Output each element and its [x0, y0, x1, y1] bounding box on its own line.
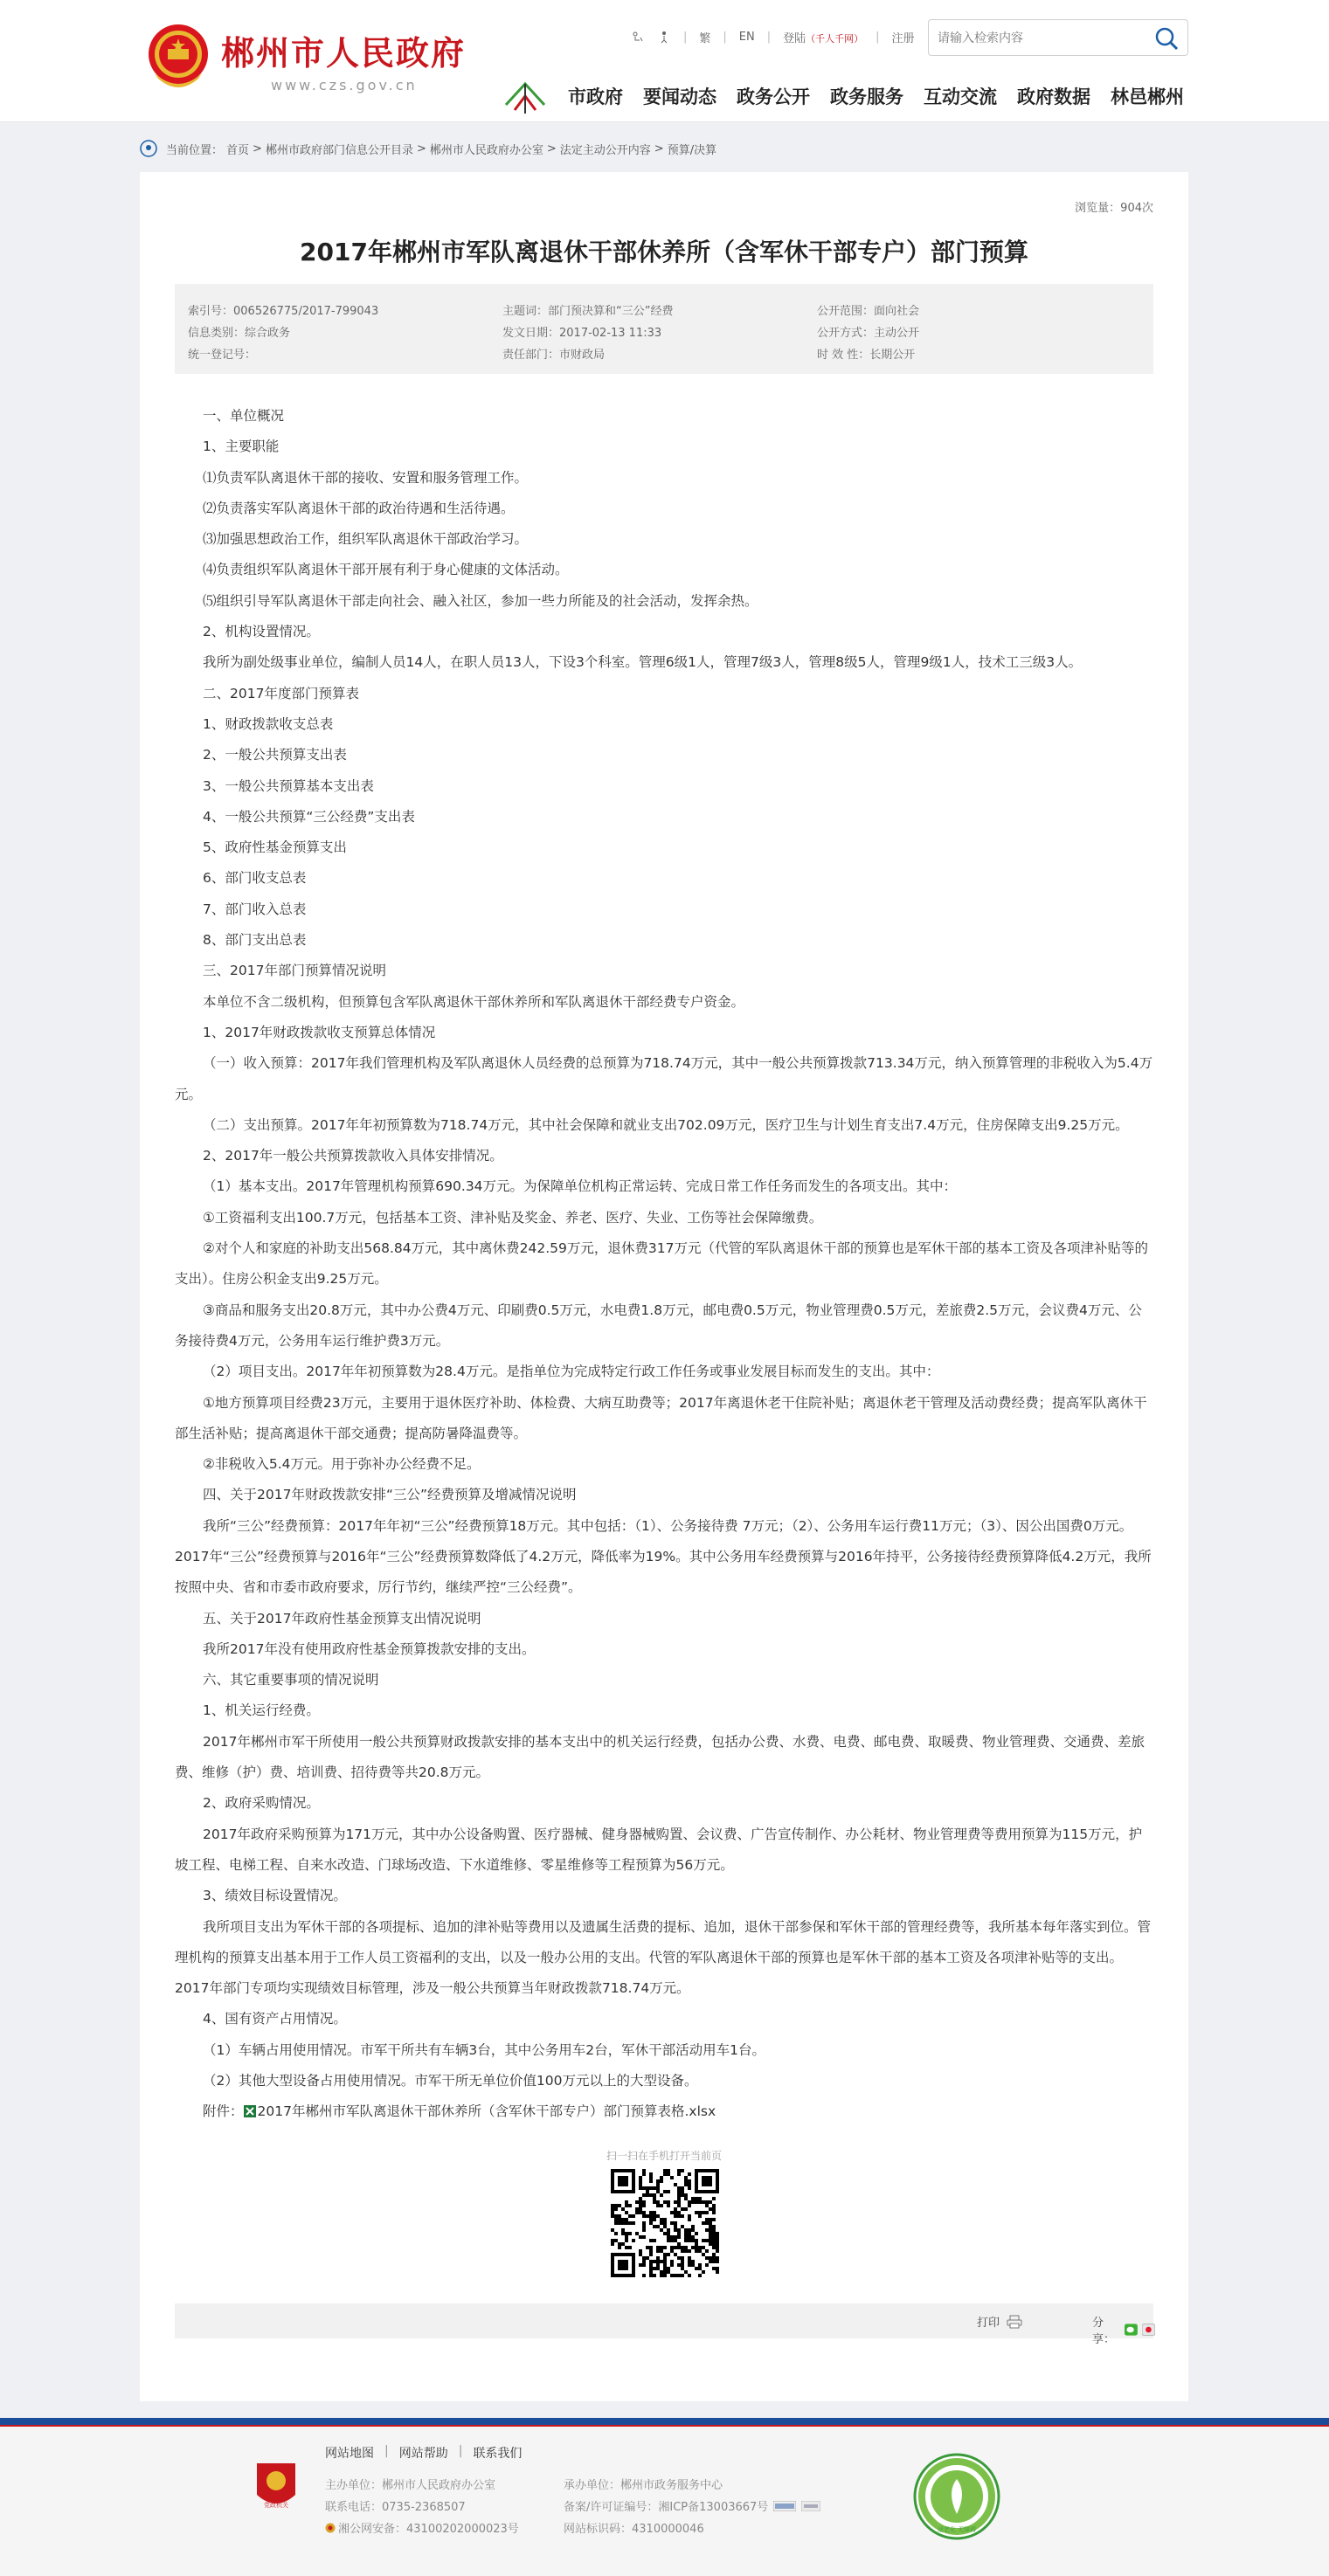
footer-link-contact[interactable]: 联系我们	[473, 2447, 523, 2461]
article-paragraph: 5、政府性基金预算支出	[203, 839, 347, 856]
police-badge-icon	[325, 2523, 336, 2533]
care-badge-label: 适老化 无障碍	[937, 2526, 977, 2533]
nav-item-city-government[interactable]: 市政府	[568, 86, 623, 107]
document-meta-table	[175, 284, 1153, 374]
qr-code-icon	[607, 2165, 723, 2281]
view-count: 浏览量：904次	[1075, 202, 1153, 215]
footer-icp-record[interactable]	[564, 2497, 820, 2514]
article-paragraph: 五、关于2017年政府性基金预算支出情况说明	[203, 1610, 481, 1626]
location-pin-icon	[140, 140, 157, 157]
article-paragraph: ②非税收入5.4万元。用于弥补办公经费不足。	[203, 1456, 481, 1473]
attachment-line	[175, 2096, 1153, 2127]
nav-item-linyi-chenzhou[interactable]: 林邑郴州	[1111, 86, 1184, 107]
printer-icon	[1007, 2315, 1022, 2329]
elderly-accessibility-badge-icon[interactable]	[913, 2453, 1000, 2540]
meta-dept: 责任部门：市财政局	[502, 349, 606, 362]
separator: |	[384, 2444, 389, 2458]
separator: |	[458, 2444, 463, 2458]
separator: |	[876, 31, 880, 44]
wechat-share-icon[interactable]	[1125, 2323, 1138, 2337]
breadcrumb-public-content[interactable]: 法定主动公开内容	[559, 143, 651, 157]
article-paragraph: 1、主要职能	[203, 439, 280, 455]
article-paragraph: 1、机关运行经费。	[203, 1702, 320, 1719]
article-paragraph: 三、2017年部门预算情况说明	[203, 963, 386, 979]
breadcrumb-separator: >	[253, 142, 262, 155]
breadcrumb-separator: >	[654, 142, 664, 155]
party-badge-label: 党政机关	[264, 2502, 288, 2509]
article-paragraph: ①地方预算项目经费23万元，主要用于退休医疗补助、体检费、大病互助费等；2017年离退休老干住院补贴；离退休老干管理及活动费经费；提高军队离休干部生活补贴；提高离退休干部交通费；提高防暑降温费等。	[175, 1394, 1147, 1441]
article-paragraph: 4、一般公共预算“三公经费”支出表	[203, 808, 415, 825]
article-paragraph: ⑵负责落实军队离退休干部的政治待遇和生活待遇。	[203, 500, 515, 516]
article-paragraph: ⑴负责军队离退休干部的接收、安置和服务管理工作。	[203, 469, 529, 486]
print-button[interactable]	[977, 2313, 1022, 2330]
article-card	[140, 172, 1188, 2401]
national-emblem-icon	[144, 21, 212, 93]
attachment-label: 附件：	[203, 2103, 244, 2120]
breadcrumb	[140, 135, 720, 162]
meta-index-no: 索引号：006526775/2017-799043	[188, 305, 379, 318]
article-paragraph: （一）收入预算：2017年我们管理机构及军队离退休人员经费的总预算为718.74万元，其中一般公共预算拨款713.34万元，纳入预算管理的非税收入为5.4万元。	[175, 1055, 1153, 1102]
weibo-share-icon[interactable]	[1142, 2323, 1155, 2337]
footer-site-code: 网站标识码：4310000046	[564, 2523, 704, 2536]
nav-item-services[interactable]: 政务服务	[830, 86, 903, 107]
article-paragraph: 一、单位概况	[203, 408, 285, 424]
register-link[interactable]: 注册	[891, 32, 915, 45]
article-paragraph: 六、其它重要事项的情况说明	[203, 1672, 379, 1689]
breadcrumb-separator: >	[546, 142, 557, 155]
article-paragraph: 3、一般公共预算基本支出表	[203, 777, 374, 794]
qr-caption: 扫一扫在手机打开当前页	[606, 2150, 722, 2162]
nav-item-interaction[interactable]: 互动交流	[924, 86, 997, 107]
article-paragraph: 我所“三公”经费预算：2017年年初“三公”经费预算18万元。其中包括：（1）、公务接待费 7万元；（2）、公务用车运行费11万元；（3）、因公出国费0万元。2017年“三公”经费预算与2016年“三公”经费预算数降低了4.2万元，降低率为19%。其中公务用车经费预算与2016年持平，公务接待经费预算降低4.2万元，我所按照中央、省和市委市政府要求，厉行节约，继续严控“三公经费”。	[175, 1517, 1152, 1596]
site-header	[0, 0, 1329, 122]
meta-validity: 时 效 性：长期公开	[817, 349, 916, 362]
traditional-chinese-link[interactable]: 繁	[699, 32, 711, 45]
excel-file-icon	[244, 2105, 256, 2117]
article-paragraph: 二、2017年度部门预算表	[203, 685, 359, 701]
accessibility-icon[interactable]	[657, 31, 671, 45]
article-paragraph: 6、部门收支总表	[203, 870, 307, 887]
meta-topic: 主题词：部门预决算和“三公”经费	[502, 305, 674, 318]
footer-undertaker: 承办单位：郴州市政务服务中心	[564, 2479, 723, 2492]
footer-bar-accent	[0, 2425, 1329, 2427]
separator: |	[683, 31, 688, 44]
footer-link-sitemap[interactable]: 网站地图	[325, 2447, 374, 2461]
article-paragraph: 2017年政府采购预算为171万元，其中办公设备购置、医疗器械、健身器械购置、会议费、广告宣传制作、办公耗材、物业管理费等费用预算为115万元，护坡工程、电梯工程、自来水改造、门球场改造、下水道维修、零星维修等工程预算为56万元。	[175, 1826, 1143, 1873]
breadcrumb-separator: >	[416, 142, 426, 155]
article-paragraph: 我所2017年没有使用政府性基金预算拨款安排的支出。	[203, 1640, 536, 1657]
article-paragraph: 3、绩效目标设置情况。	[203, 1888, 347, 1904]
article-paragraph: 2、政府采购情况。	[203, 1795, 320, 1812]
article-paragraph: ⑶加强思想政治工作，组织军队离退休干部政治学习。	[203, 531, 529, 548]
article-paragraph: ②对个人和家庭的补助支出568.84万元，其中离休费242.59万元，退休费317万元（代管的军队离退休干部的预算也是军休干部的基本工资及各项津补贴等的支出）。住房公积金支出9.25万元。	[175, 1240, 1148, 1288]
login-note: （千人千网）	[806, 33, 864, 45]
article-paragraph: 我所为副处级事业单位，编制人员14人，在职人员13人，下设3个科室。管理6级1人，管理7级3人，管理8级5人，管理9级1人，技术工三级3人。	[203, 654, 1083, 671]
article-paragraph: （2）其他大型设备占用使用情况。市军干所无单位价值100万元以上的大型设备。	[203, 2073, 698, 2089]
article-paragraph: 2、一般公共预算支出表	[203, 747, 347, 763]
barrier-free-icon[interactable]	[631, 31, 645, 45]
breadcrumb-label: 当前位置：	[166, 143, 224, 157]
separator: |	[766, 31, 772, 44]
meta-scope: 公开范围：面向社会	[817, 305, 920, 318]
nav-item-public-affairs[interactable]: 政务公开	[737, 86, 810, 107]
breadcrumb-home[interactable]: 首页	[226, 143, 250, 157]
article-paragraph: 1、2017年财政拨款收支预算总体情况	[203, 1024, 436, 1040]
party-government-badge-icon[interactable]	[253, 2460, 299, 2514]
article-paragraph: 2017年郴州市军干所使用一般公共预算财政拨款安排的基本支出中的机关运行经费，包括办公费、水费、电费、邮电费、取暖费、物业管理费、交通费、差旅费、维修（护）费、培训费、招待费等共20.8万元。	[175, 1733, 1145, 1781]
article-paragraph: 8、部门支出总表	[203, 932, 307, 949]
article-paragraph: ③商品和服务支出20.8万元，其中办公费4万元、印刷费0.5万元，水电费1.8万元，邮电费0.5万元，物业管理费0.5万元，差旅费2.5万元，会议费4万元、公务接待费4万元，公务用车运行维护费3万元。	[175, 1302, 1142, 1349]
meta-category: 信息类别：综合政务	[188, 327, 291, 340]
separator: |	[723, 31, 727, 44]
footer-police-text: 湘公网安备：43100202000023号	[338, 2523, 519, 2536]
article-body	[175, 401, 1153, 2128]
article-paragraph: 1、财政拨款收支总表	[203, 715, 334, 732]
main-nav	[568, 83, 1204, 109]
article-paragraph: 2、2017年一般公共预算拨款收入具体安排情况。	[203, 1148, 503, 1164]
site-title[interactable]: 郴州市人民政府	[221, 34, 467, 73]
meta-date: 发文日期：2017-02-13 11:33	[502, 327, 662, 340]
top-links	[631, 29, 915, 45]
site-footer	[0, 2418, 1329, 2576]
article-paragraph: ⑸组织引导军队离退休干部走向社会、融入社区，参加一些力所能及的社会活动，发挥余热。	[203, 592, 758, 609]
share-group	[1092, 2313, 1155, 2346]
nav-item-news[interactable]: 要闻动态	[643, 86, 716, 107]
article-paragraph: ⑷负责组织军队离退休干部开展有利于身心健康的文体活动。	[203, 562, 569, 578]
cnnic-icon	[773, 2501, 796, 2511]
article-paragraph: 本单位不含二级机构，但预算包含军队离退休干部休养所和军队离退休干部经费专户资金。	[203, 993, 745, 1010]
footer-bar	[0, 2418, 1329, 2425]
page-title: 2017年郴州市军队离退休干部休养所（含军休干部专户）部门预算	[300, 238, 1028, 266]
search-box	[928, 19, 1188, 56]
footer-police-record[interactable]	[325, 2519, 519, 2536]
meta-unified-code: 统一登记号：	[188, 349, 257, 362]
search-icon[interactable]	[1154, 26, 1179, 51]
article-paragraph: 4、国有资产占用情况。	[203, 2011, 347, 2027]
article-paragraph: 四、关于2017年财政拨款安排“三公”经费预算及增减情况说明	[203, 1487, 577, 1503]
footer-host: 主办单位：郴州市人民政府办公室	[325, 2479, 496, 2492]
article-paragraph: 7、部门收入总表	[203, 901, 307, 917]
nav-item-data[interactable]: 政府数据	[1017, 86, 1090, 107]
meta-method: 公开方式：主动公开	[817, 327, 920, 340]
article-paragraph: 我所项目支出为军休干部的各项提标、追加的津补贴等费用以及遗属生活费的提标、追加，退休干部参保和军休干部的管理经费等，我所基本每年落实到位。管理机构的预算支出基本用于工作人员工资福利的支出，以及一般办公用的支出。代管的军队离退休干部的预算也是军休干部的基本工资及各项津补贴等的支出。2017年部门专项均实现绩效目标管理，涉及一般公共预算当年财政拨款718.74万元。	[175, 1918, 1152, 1997]
share-label: 分享：	[1092, 2317, 1116, 2346]
footer-links	[325, 2444, 522, 2462]
footer-link-help[interactable]: 网站帮助	[398, 2447, 448, 2461]
footer-phone: 联系电话：0735-2368507	[325, 2501, 466, 2514]
login-label: 登陆	[783, 32, 806, 45]
article-paragraph: （2）项目支出。2017年年初预算数为28.4万元。是指单位为完成特定行政工作任务或事业发展目标而发生的支出。其中：	[203, 1364, 940, 1380]
article-paragraph: （1）基本支出。2017年管理机构预算690.34万元。为保障单位机构正常运转、完成日常工作任务而发生的各项支出。其中：	[203, 1178, 958, 1195]
nav-decoration-icon	[502, 79, 548, 115]
english-link[interactable]: EN	[738, 31, 755, 44]
login-link[interactable]	[783, 29, 863, 45]
trust-seal-icon	[801, 2501, 820, 2511]
breadcrumb-directory[interactable]: 郴州市政府部门信息公开目录	[265, 143, 413, 157]
breadcrumb-office[interactable]: 郴州市人民政府办公室	[429, 143, 543, 157]
print-label: 打印	[977, 2317, 1000, 2330]
article-paragraph: 2、机构设置情况。	[203, 624, 320, 640]
attachment-link[interactable]: 2017年郴州市军队离退休干部休养所（含军休干部专户）部门预算表格.xlsx	[257, 2103, 716, 2120]
search-input[interactable]	[938, 28, 1147, 49]
footer-icp-text: 备案/许可证编号：湘ICP备13003667号	[564, 2501, 769, 2514]
breadcrumb-budget[interactable]: 预算/决算	[667, 143, 717, 157]
article-toolbar	[175, 2303, 1153, 2346]
site-url: www.czs.gov.cn	[271, 77, 418, 93]
article-paragraph: （1）车辆占用使用情况。市军干所共有车辆3台，其中公务用车2台，军休干部活动用车1台。	[203, 2041, 765, 2058]
article-paragraph: （二）支出预算。2017年年初预算数为718.74万元，其中社会保障和就业支出702.09万元，医疗卫生与计划生育支出7.4万元，住房保障支出9.25万元。	[203, 1116, 1129, 1133]
article-paragraph: ①工资福利支出100.7万元，包括基本工资、津补贴及奖金、养老、医疗、失业、工伤等社会保障缴费。	[203, 1209, 823, 1226]
